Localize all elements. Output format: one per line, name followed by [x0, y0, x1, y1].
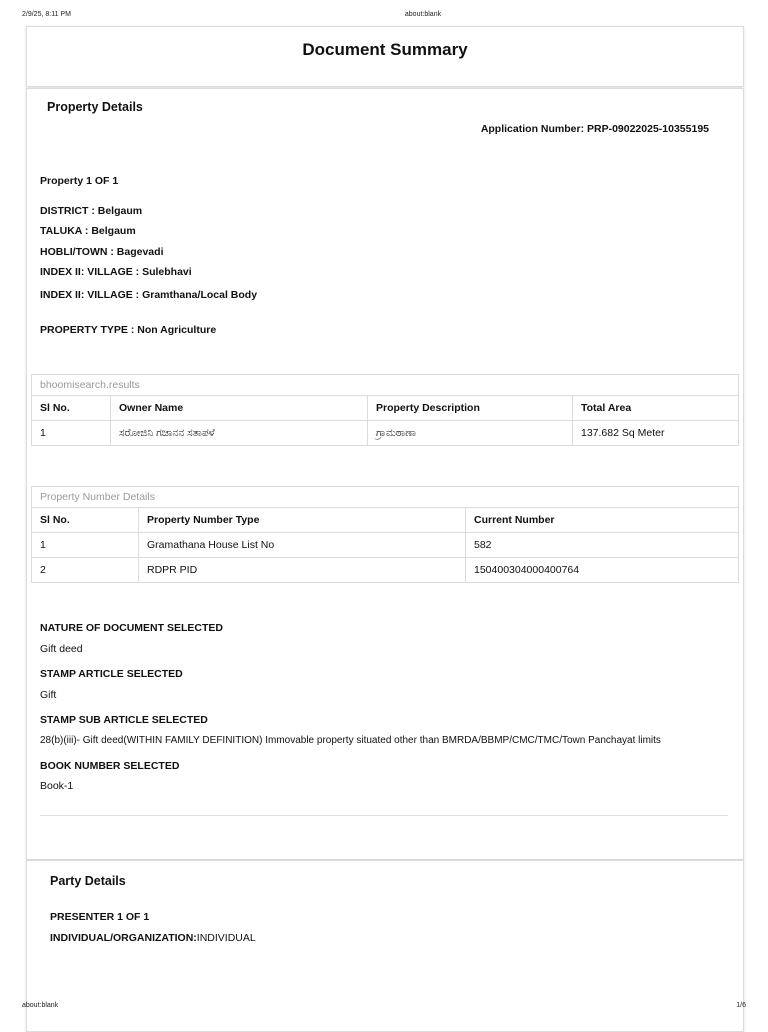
table-cell: RDPR PID — [139, 558, 466, 583]
table-row — [32, 533, 739, 558]
table-cell: 1 — [32, 421, 111, 446]
table-cell: Gramathana House List No — [139, 533, 466, 558]
table-cell: 2 — [32, 558, 139, 583]
print-footer-url: about:blank — [22, 1002, 59, 1009]
stamp-article-label: STAMP ARTICLE SELECTED — [40, 668, 183, 680]
stamp-article-value: Gift — [40, 689, 57, 701]
print-url: about:blank — [404, 11, 442, 18]
print-header — [0, 11, 768, 23]
district-field: DISTRICT : Belgaum — [40, 205, 143, 217]
property-description-cell: ಗ್ರಾಮಠಾಣಾ — [368, 421, 573, 446]
column-header: Current Number — [466, 508, 739, 533]
print-footer — [0, 1002, 768, 1014]
column-header: Total Area — [573, 396, 739, 421]
total-area-cell: 137.682 Sq Meter — [573, 421, 739, 446]
column-header: Sl No. — [32, 508, 139, 533]
column-header: Sl No. — [32, 396, 111, 421]
column-header: Property Description — [368, 396, 573, 421]
taluka-field: TALUKA : Belgaum — [40, 225, 136, 237]
divider — [40, 815, 728, 816]
book-number-label: BOOK NUMBER SELECTED — [40, 760, 180, 772]
page-title: Document Summary — [302, 40, 468, 59]
owner-name-cell: ಸರೋಜಿನಿ ಗಜಾನನ ಸತಾಪಳೆ — [111, 421, 368, 446]
table-cell: 582 — [466, 533, 739, 558]
property-number-table — [31, 486, 739, 583]
property-type-field: PROPERTY TYPE : Non Agriculture — [40, 324, 217, 336]
nature-of-document-label: NATURE OF DOCUMENT SELECTED — [40, 622, 223, 634]
title-card — [26, 26, 744, 87]
property-details-heading: Property Details — [47, 100, 143, 114]
property-number-table-caption: Property Number Details — [32, 487, 739, 508]
application-number: Application Number: PRP-09022025-10355195 — [480, 123, 709, 135]
property-number-table-header — [32, 508, 739, 533]
property-details-card — [26, 88, 744, 860]
village-local-body-field: INDEX II: VILLAGE : Gramthana/Local Body — [40, 289, 258, 301]
table-row — [32, 421, 739, 446]
organization-value: INDIVIDUAL — [196, 932, 256, 944]
hobli-field: HOBLI/TOWN : Bagevadi — [40, 246, 164, 258]
village-field: INDEX II: VILLAGE : Sulebhavi — [40, 266, 192, 278]
owner-table-caption: bhoomisearch.results — [32, 375, 739, 396]
table-row — [32, 558, 739, 583]
page-number: 1/6 — [736, 1002, 746, 1009]
table-cell: 150400304000400764 — [466, 558, 739, 583]
party-details-heading: Party Details — [50, 874, 126, 888]
organization-label: INDIVIDUAL/ORGANIZATION: — [50, 932, 197, 944]
print-date: 2/9/25, 8:11 PM — [22, 11, 71, 18]
table-cell: 1 — [32, 533, 139, 558]
presenter-count: PRESENTER 1 OF 1 — [50, 911, 150, 923]
owner-table-header — [32, 396, 739, 421]
column-header: Property Number Type — [139, 508, 466, 533]
nature-of-document-value: Gift deed — [40, 643, 83, 655]
property-count: Property 1 OF 1 — [40, 175, 119, 187]
book-number-value: Book-1 — [40, 780, 74, 792]
stamp-sub-article-label: STAMP SUB ARTICLE SELECTED — [40, 714, 208, 726]
organization-field — [50, 932, 256, 944]
stamp-sub-article-value: 28(b)(iii)- Gift deed(WITHIN FAMILY DEFINITION) Immovable property situated other than BMRDA/BBMP/CMC/TMC/Town Panchayat limits — [40, 735, 661, 746]
column-header: Owner Name — [111, 396, 368, 421]
owner-table — [31, 374, 739, 446]
